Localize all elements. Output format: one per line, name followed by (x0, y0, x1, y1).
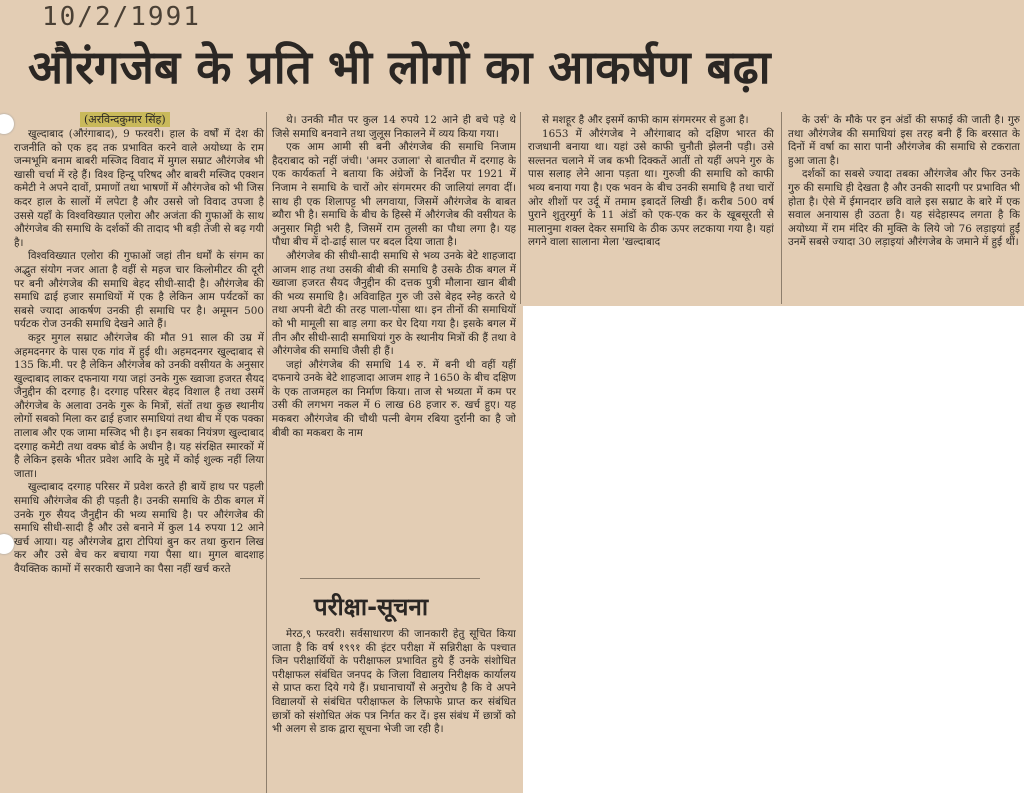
blank-area (523, 306, 1024, 793)
handwritten-date: 10/2/1991 (42, 2, 201, 32)
article-column-1 (14, 128, 264, 793)
paragraph: खुल्दाबाद दरगाह परिसर में प्रवेश करते ही बायें हाथ पर पहली समाधि औरंगजेब की ही पड़ती है। उनकी समाधि के ठीक बगल में उनके गुरु सैयद जैनुद्दीन की भव्य समाधि है। पर औरंगजेब की समाधि सीधी-सादी है और उसे बनाने में कुल 14 रुपया 12 आने खर्च आया। यह औरंगजेब द्वारा टोपियां बुन कर तथा कुरान लिख कर और उसे बेच कर बचाया गया पैसा था। मुगल बादशाह वैयक्तिक कामों में सरकारी खजाने का पैसा नहीं खर्च करते (14, 481, 264, 575)
column-divider (781, 112, 782, 304)
article-column-3 (528, 114, 774, 304)
byline: (अरविन्दकुमार सिंह) (80, 112, 170, 127)
paragraph: औरंगजेब की सीधी-सादी समाधि से भव्य उनके बेटे शाहजादा आजम शाह तथा उसकी बीबी की समाधि है उसके ठीक बगल में ख्वाजा हजरत सैयद जैनुद्दीन की दत्तक पुत्री मौलाना खान बीबी की भव्य समाधि है। अविवाहित गुरु जी उसे बेहद स्नेह करते थे तथा अपनी बेटी की तरह पाला-पोसा था। इन तीनों की समाधियों को भी मामूली सा बाड़ लगा कर घेर दिया गया है। इसके बगल में तीन और सीधी-सादी समाधियां गुरु के स्थानीय मित्रों की हैं तथा वे औरंगजेब की समाधि जैसी ही हैं। (272, 249, 516, 358)
column-divider (266, 112, 267, 793)
punch-hole (0, 534, 14, 554)
paragraph: मेरठ,९ फरवरी। सर्वसाधारण की जानकारी हेतु सूचित किया जाता है कि वर्ष १९९१ की इंटर परीक्षा में सन्निरीक्षा के पश्चात जिन परीक्षार्थियों के परीक्षाफल प्रभावित हुये हैं उनके संशोधित परीक्षाफल संबंधित जनपद के जिला विद्यालय निरीक्षक कार्यालय से प्राप्त करा दिये गये हैं। प्रधानाचार्यों से अनुरोध है कि वे अपने विद्यालयों से संबंधित परीक्षाफल के लिफाफे प्राप्त कर संबंधित छात्रों को संशोधित अंक पत्र निर्गत कर दें। इस संबंध में छात्रों को भी अलग से डाक द्वारा सूचना भेजी जा रही है। (272, 628, 516, 736)
paragraph: विश्वविख्यात एलोरा की गुफाओं जहां तीन धर्मों के संगम का अद्भुत संयोग नजर आता है वहीं से महज चार किलोमीटर की दूरी पर बनी औरंगजेब की समाधि बेहद सीधी-सादी है। औरंगजेब की समाधि ढाई हजार समाधियों में एक है लेकिन आम पर्यटकों का सबसे ज्यादा आकर्षण उनकी ही समाधि पर है। अमूमन 500 पर्यटक रोज उनकी समाधि देखने आते हैं। (14, 250, 264, 331)
paragraph: 1653 में औरंगजेब ने औरंगाबाद को दक्षिण भारत की राजधानी बनाया था। यहां उसे काफी चुनौती झेलनी पड़ी। उसे सल्तनत चलाने में जब कभी दिक्कतें आतीं तो यहीं अपने गुरु के पास सलाह लेने आना पड़ता था। गुरुजी की समाधि को काफी भव्य बनाया गया है। एक भवन के बीच उनकी समाधि है तथा चारों ओर शीशों पर उर्दू में तमाम इबादतें लिखी हैं। करीब 500 वर्ष पुराने शुतुरमुर्ग के 11 अंडों को एक-एक कर के खूबसूरती से मालानुमा शक्ल देकर समाधि के ठीक ऊपर लटकाया गया है। यहां लगने वाला सालाना मेला 'खल्दाबाद (528, 127, 774, 249)
punch-hole (0, 114, 14, 134)
article-column-4 (788, 114, 1020, 304)
notice-column (272, 628, 516, 793)
paragraph: दर्शकों का सबसे ज्यादा तबका औरंगजेब और फिर उनके गुरु की समाधि ही देखता है और उनकी सादगी पर प्रभावित भी होता है। ऐसे में ईमानदार छवि वाले इस सम्राट के बारे में एक सवाल अनायास ही उठता है। यह संदेहास्पद लगता है कि अयोध्या में राम मंदिर की मुक्ति के लिये जो 76 लड़ाइयां हुईं उनमें सबसे ज्यादा 30 लड़ाइयां औरंगजेब के जमाने में हुई थीं। (788, 168, 1020, 249)
paragraph: जहां औरंगजेब की समाधि 14 रु. में बनी थी वहीं यहीं दफनाये उनके बेटे शाहजादा आजम शाह ने 1650 के बीच दक्षिण के एक ताजमहल का निर्माण किया। ताज से भव्यता में कम पर उसी की लगभग नकल में 6 लाख 68 हजार रु. खर्च हुए। यह मकबरा औरंगजेब की चौथी पत्नी बेगम रबिया दुर्रानी का है जो बीबी का मकबरा के नाम (272, 358, 516, 439)
paragraph: एक आम आमी सी बनी औरंगजेब की समाधि निजाम हैदराबाद को नहीं जंची। 'अमर उजाला' से बातचीत में दरगाह के एक कार्यकर्ता ने बताया कि अंग्रेजों के निर्देश पर 1921 में निजाम ने समाधि के चारों ओर संगमरमर की जालियां लगवा दीं। साथ ही एक शिलापट्ट भी लगवाया, जिसमें औरंगजेब के बाबत ब्यौरा भी है। समाधि के बीच के हिस्से में औरंगजेब की वसीयत के अनुसार मिट्टी भरी है, जिसमें राम तुलसी का पौधा लगा है। यह पौधा बीच में दो-ढाई साल पर बदल दिया जाता है। (272, 141, 516, 249)
paragraph: कट्टर मुगल सम्राट औरंगजेब की मौत 91 साल की उम्र में अहमदनगर के पास एक गांव में हुई थी। अहमदनगर खुल्दाबाद से 135 कि.मी. पर है लेकिन औरंगजेब को उनकी वसीयत के अनुसार खुल्दाबाद लाकर दफनाया गया जहां उनके गुरू ख्वाजा हजरत सैयद जैनुद्दीन की दरगाह है। दरगाह परिसर बेहद विशाल है तथा उसमें औरंगजेब के अलावा उनके गुरू के मित्रों, संतों तथा कुछ स्थानीय लोगों सबको मिला कर ढाई हजार समाधियां तथा बीच में एक पक्का तालाब और एक जामा मस्जिद भी है। इन सबका नियंत्रण खुल्दाबाद दरगाह कमेटी तथा वक्फ बोर्ड के अधीन है। यह संरक्षित स्मारकों में है लेकिन इसके भीतर प्रवेश आदि के मुद्दे में कोई शुल्क नहीं लिया जाता। (14, 331, 264, 480)
notice-title: परीक्षा-सूचना (314, 593, 429, 621)
column-divider (520, 112, 521, 304)
section-rule (300, 578, 480, 579)
paragraph: से मशहूर है और इसमें काफी काम संगमरमर से हुआ है। (542, 114, 749, 126)
paragraph: थे। उनकी मौत पर कुल 14 रुपये 12 आने ही बचे पड़े थे जिसे समाधि बनवाने तथा जुलूस निकालने में व्यय किया गया। (272, 114, 516, 140)
paragraph: खुल्दाबाद (औरंगाबाद), 9 फरवरी। हाल के वर्षों में देश की राजनीति को एक हद तक प्रभावित करने वाले अयोध्या के राम जन्मभूमि बनाम बाबरी मस्जिद विवाद में मुगल सम्राट औरंगजेब भी खासी चर्चा में रहे हैं। विश्व हिन्दू परिषद और बाबरी मस्जिद एक्शन कमेटी ने अपने दावों, प्रमाणों तथा भाषणों में औरंगजेब को भी जिस कदर हाल के सालों में लपेटा है और उससे जो विवाद उपजा है उससे यहाँ के विश्वविख्यात एलोरा और अजंता की गुफाओं के साथ औरंगजेब की समाधि के दर्शकों की तादाद भी बड़ी तेजी से बढ़ गयी है। (14, 128, 264, 249)
paragraph: के उर्स' के मौके पर इन अंडों की सफाई की जाती है। गुरु तथा औरंगजेब की समाधियां इस तरह बनी हैं कि बरसात के दिनों में वर्षा का सारा पानी औरंगजेब की समाधि से टकराता हुआ जाता है। (788, 114, 1020, 167)
headline: औरंगजेब के प्रति भी लोगों का आकर्षण बढ़ा (28, 40, 771, 94)
